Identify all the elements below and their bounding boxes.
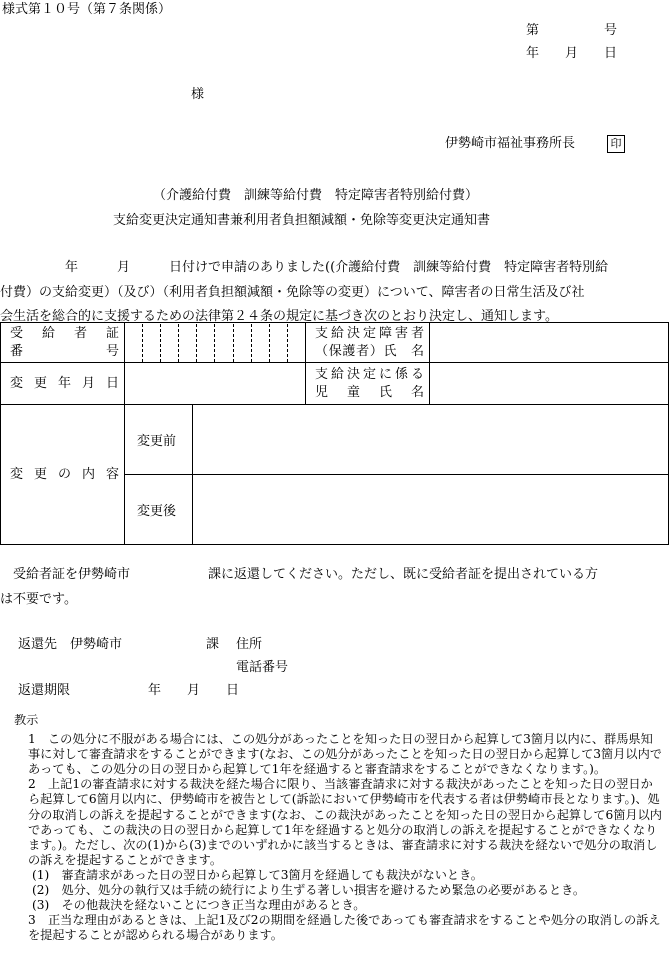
instruction-sub-1: (1) 審査請求があった日の翌日から起算して3箇月を経過しても裁決がないとき。 [32,867,483,882]
change-date-field[interactable] [125,363,306,405]
applicant-name-field[interactable] [430,323,669,363]
intro-paragraph [0,256,669,330]
after-field[interactable] [193,475,669,545]
form-number: 様式第１０号（第７条関係） [2,2,172,17]
intro-line-3: 会生活を総合的に支援するための法律第２４条の規定に基づき次のとおり決定し、通知します。 [0,309,558,324]
addressee-suffix: 様 [191,87,205,102]
return-line-1: 受給者証を伊勢崎市 課に返還してください。ただし、既に受給者証を提出されている方 [0,567,599,582]
instruction-item-2: 2 上記1の審査請求に対する裁決を経た場合に限り、当該審査請求に対する裁決があったことを知った日の翌日から起算して6箇月以内に、伊勢崎市を被告として(訴訟において伊勢崎市を代表する者は伊勢崎市長となります。)、処分の取消しの訴えを提起することができます(なお、この裁決があったことを知った日の翌日から起算して6箇月以内であっても、この裁決の日の翌日から起算して1年を経過すると処分の取消しの訴えを提起することができなくなります。)。ただし、次の(1)から(3)までのいずれかに該当するときは、審査請求に対する裁決を経ないで処分の取消しの訴えを提起することができます。 [28,777,662,867]
issue-date: 年 月 日 [526,46,618,61]
return-line-2: は不要です。 [0,591,77,607]
after-label: 変更後 [125,475,193,545]
applicant-name-label: 支給決定障害者 （保護者）氏 名 [306,323,430,363]
document-number: 第 号 [526,23,618,38]
instructions-heading: 教示 [14,713,39,727]
recipient-cert-label: 受 給 者 証 番 号 [1,323,125,363]
title-line-2: 支給変更決定通知書兼利用者負担額減額・免除等変更決定通知書 [113,213,491,228]
instruction-sub-2: (2) 処分、処分の執行又は手続の続行により生ずる著しい損害を避けるため緊急の必要があるとき。 [32,883,586,898]
issuer-name: 伊勢崎市福祉事務所長 [445,136,576,151]
child-name-field[interactable] [430,363,669,405]
title-line-1: （介護給付費 訓練等給付費 特定障害者特別給付費） [153,188,479,203]
child-name-label: 支給決定に係る 児 童 氏 名 [306,363,430,405]
return-deadline-date: 年 月 日 [148,683,240,698]
seal-mark: 印 [607,135,625,153]
department-suffix: 課 [206,637,220,652]
change-date-label: 変 更 年 月 日 [1,363,125,405]
before-label: 変更前 [125,405,193,475]
instruction-sub-3: (3) その他裁決を経ないことにつき正当な理由があるとき。 [32,898,366,913]
return-deadline-label: 返還期限 [18,683,71,698]
instruction-item-3: 3 正当な理由があるときは、上記1及び2の期間を経過した後であっても審査請求をすることや処分の取消しの訴えを提起することが認められる場合があります。 [28,913,661,943]
change-content-label: 変 更 の 内 容 [1,405,125,545]
return-paragraph [0,563,669,612]
intro-line-2: 付費）の支給変更）（及び）（利用者負担額減額・免除等の変更）について、障害者の日常生活及び社 [0,284,585,300]
before-field[interactable] [193,405,669,475]
address-label: 住所 [236,637,263,652]
return-destination-label: 返還先 伊勢崎市 [18,637,123,652]
instructions [14,713,664,943]
instruction-item-1: 1 この処分に不服がある場合には、この処分があったことを知った日の翌日から起算して3箇月以内に、群馬県知事に対して審査請求をすることができます(なお、この処分があったことを知った日の翌日から起算して3箇月以内であっても、この処分の日の翌日から起算して1年を経過すると審査請求をすることができなくなります。)。 [28,732,662,777]
decision-table [0,322,669,545]
phone-label: 電話番号 [236,660,289,675]
recipient-cert-number-field[interactable] [125,323,306,363]
intro-line-1: 年 月 日付けで申請のありました((介護給付費 訓練等給付費 特定障害者特別給 [0,260,609,275]
